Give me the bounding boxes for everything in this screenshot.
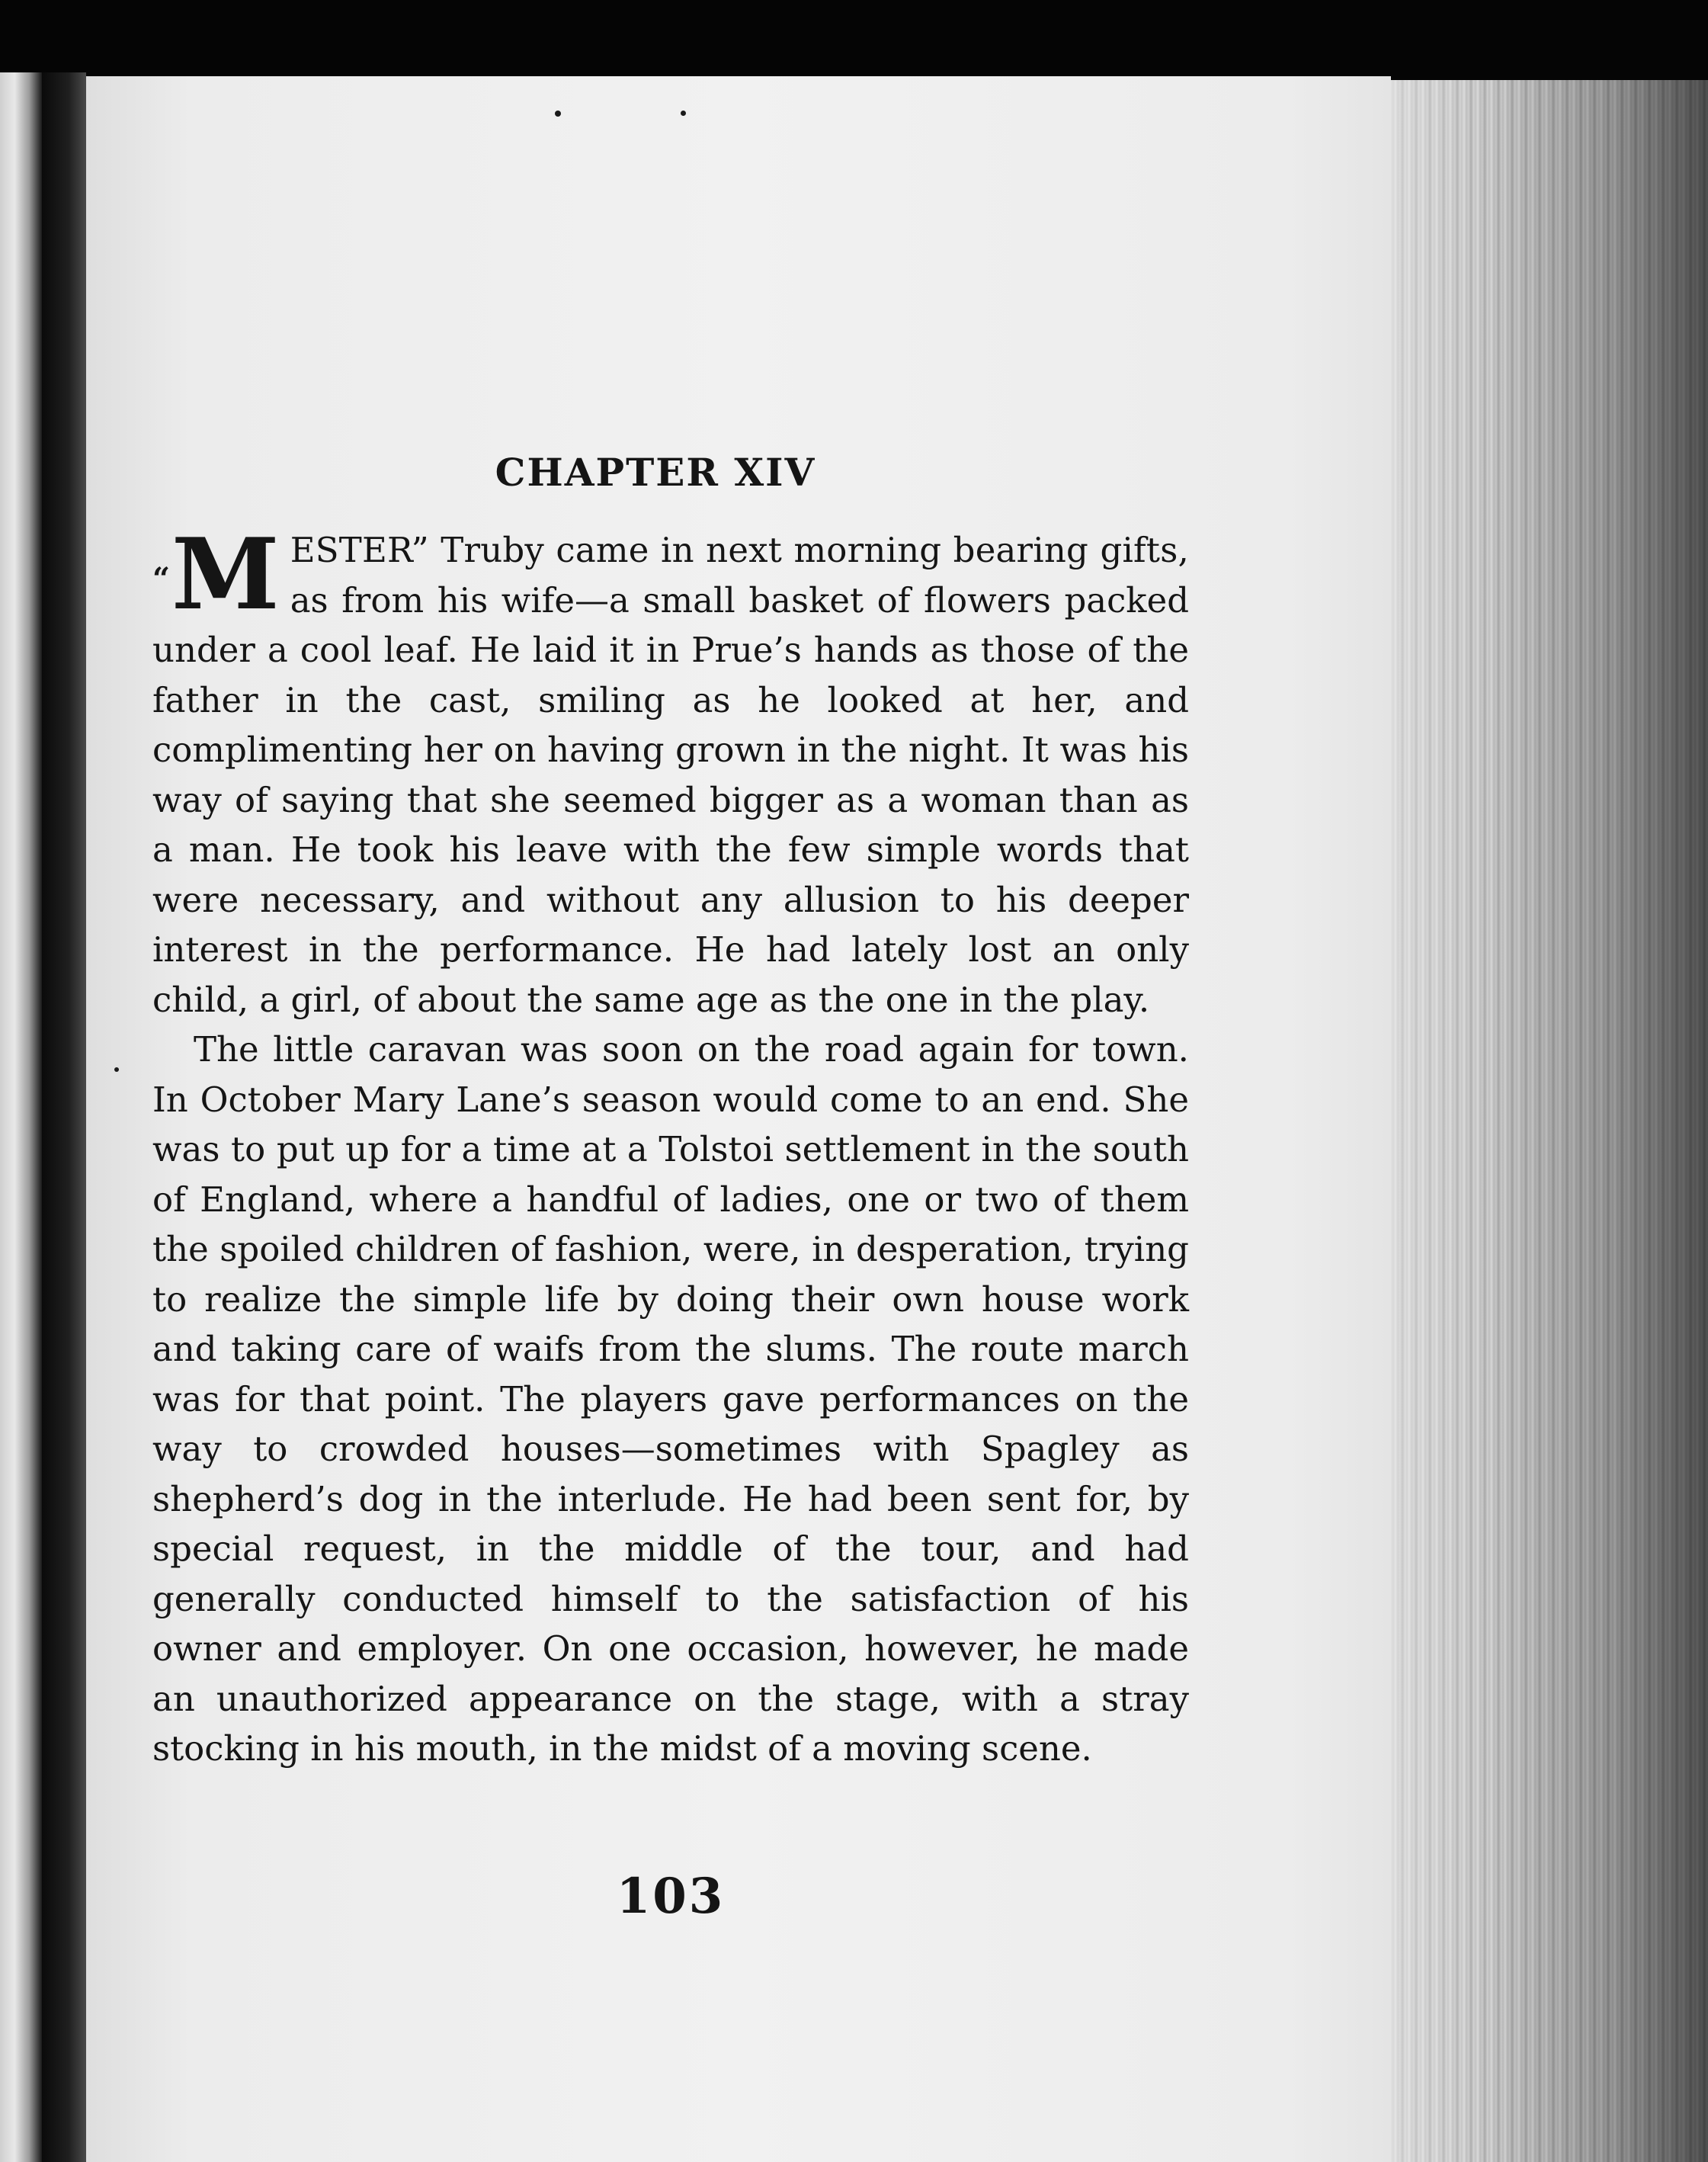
drop-cap: [152, 518, 280, 632]
book-page: [86, 76, 1391, 2162]
paragraph-2-text: The little caravan was soon on the road again for town. In October Mary Lane’s season would come to an end. She was to put up for a time at a Tolstoi settlement in the south of England, where a handful of ladies, one or two of them the spoiled children of fashion, were, in desperation, trying to realize the simple life by doing their own house work and taking care of waifs from the slums. The route march was for that point. The players gave performances on the way to crowded houses—sometimes with Spagley as shepherd’s dog in the interlude. He had been sent for, by special request, in the middle of the tour, and had generally conducted himself to the satisfaction of his owner and employer. On one occasion, however, he made an unauthorized appearance on the stage, with a stray stocking in his mouth, in the midst of a moving scene.: [152, 1029, 1189, 1769]
ink-speck: [555, 111, 561, 117]
paragraph-1: [152, 518, 1189, 1025]
left-page-edge: [0, 72, 42, 2162]
binding-edge: [1391, 80, 1708, 2162]
chapter-title: CHAPTER XIV: [495, 450, 816, 495]
paragraph-2: [152, 1025, 1189, 1774]
ink-speck: [681, 111, 686, 116]
page-number: 103: [616, 1868, 726, 1925]
text-block: [152, 450, 1189, 1925]
gutter-shadow: [42, 72, 86, 2162]
paragraph-1-text: ESTER” Truby came in next morning bearing gifts, as from his wife—a small basket of flowers packed under a cool leaf. He laid it in Prue’s hands as those of the father in the cast, smiling as he looked at her, and complimenting her on having grown in the night. It was his way of saying that she seemed bigger as a woman than as a man. He took his leave with the few simple words that were necessary, and without any allusion to his deeper interest in the performance. He had lately lost an only child, a girl, of about the same age as the one in the play.: [152, 530, 1189, 1020]
opening-quote: “: [152, 561, 171, 597]
ink-speck: [114, 1067, 119, 1072]
drop-cap-letter: M: [171, 518, 280, 632]
